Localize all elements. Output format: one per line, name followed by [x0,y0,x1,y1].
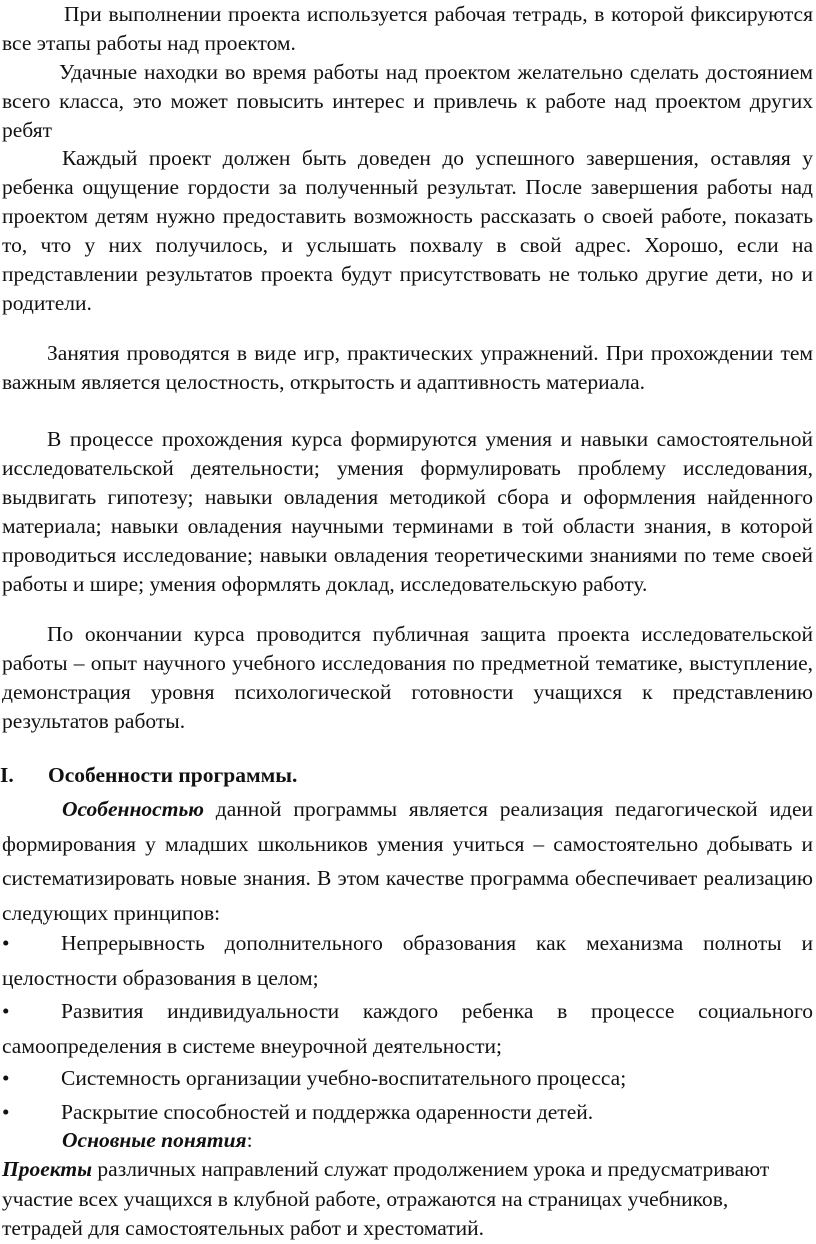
concepts-heading [2,1125,813,1155]
features-text: данной программы является реализация педагогической идеи формирования у младших школьников умения учиться – самостоятельно добывать и систематизировать новые знания. В этом качестве программа обеспечивает реализацию следующих принципов: [2,797,813,925]
paragraph-workbook [2,0,813,58]
bullet-icon: • [2,1100,10,1124]
paragraph-features [2,792,813,930]
features-emphasis: Особенностью [62,797,204,821]
paragraph-defense-text: По окончании курса проводится публичная защита проекта исследовательской работы – опыт научного учебного исследования по предметной тематике, выступление, демонстрация уровня психологической готовности учащихся к представлению результатов работы. [2,622,813,733]
projects-text: различных направлений служат продолжением урока и предусматривают участие всех учащихся в клубной работе, отражаются на страницах учебников, тетрадей для самостоятельных работ и хрестоматий. [2,1157,770,1240]
section-number: I. [0,763,14,787]
concepts-label: Основные понятия [62,1128,247,1152]
list-item [2,926,813,995]
paragraph-completion [2,144,813,318]
concepts-colon: : [246,1128,253,1152]
paragraph-skills-text: В процессе прохождения курса формируются умения и навыки самостоятельной исследовательской деятельности; умения формулировать проблему исследования, выдвигать гипотезу; навыки овладения методикой сбора и оформления найденного материала; навыки овладения научными терминами в той области знания, в которой проводиться исследование; навыки овладения теоретическими знаниями по теме своей работы и шире; умения оформлять доклад, исследовательскую работу. [2,427,813,596]
list-item [2,1061,813,1096]
section-heading [0,758,297,792]
list-item [2,994,813,1063]
paragraph-lessons-text: Занятия проводятся в виде игр, практических упражнений. При прохождении тем важным является целостность, открытость и адаптивность материала. [2,341,813,394]
bullet-icon: • [2,1066,10,1090]
paragraph-skills [2,425,813,599]
projects-emphasis: Проекты [2,1157,93,1181]
list-item-text: Системность организации учебно-воспитательного процесса; [61,1066,627,1090]
list-item-text: Раскрытие способностей и поддержка одаренности детей. [61,1100,594,1124]
bullet-icon: • [2,999,10,1023]
paragraph-lessons [2,339,813,397]
paragraph-defense [2,620,813,736]
section-title: Особенности программы. [48,763,298,787]
paragraph-projects [2,1155,813,1244]
list-item-text: Непрерывность дополнительного образования как механизма полноты и целостности образования в целом; [2,931,813,990]
paragraph-findings-text: Удачные находки во время работы над проектом желательно сделать достоянием всего класса, это может повысить интерес и привлечь к работе над проектом других ребят [2,60,813,142]
paragraph-findings [2,58,813,144]
paragraph-completion-text: Каждый проект должен быть доведен до успешного завершения, оставляя у ребенка ощущение гордости за полученный результат. После завершения работы над проектом детям нужно предоставить возможность рассказать о своей работе, показать то, что у них получилось, и услышать похвалу в свой адрес. Хорошо, если на представлении результатов проекта будут присутствовать не только другие дети, но и родители. [2,146,813,315]
bullet-icon: • [2,931,10,955]
paragraph-workbook-text: При выполнении проекта используется рабочая тетрадь, в которой фиксируются все этапы работы над проектом. [2,2,813,55]
list-item-text: Развития индивидуальности каждого ребенка в процессе социального самоопределения в системе внеурочной деятельности; [2,999,813,1058]
